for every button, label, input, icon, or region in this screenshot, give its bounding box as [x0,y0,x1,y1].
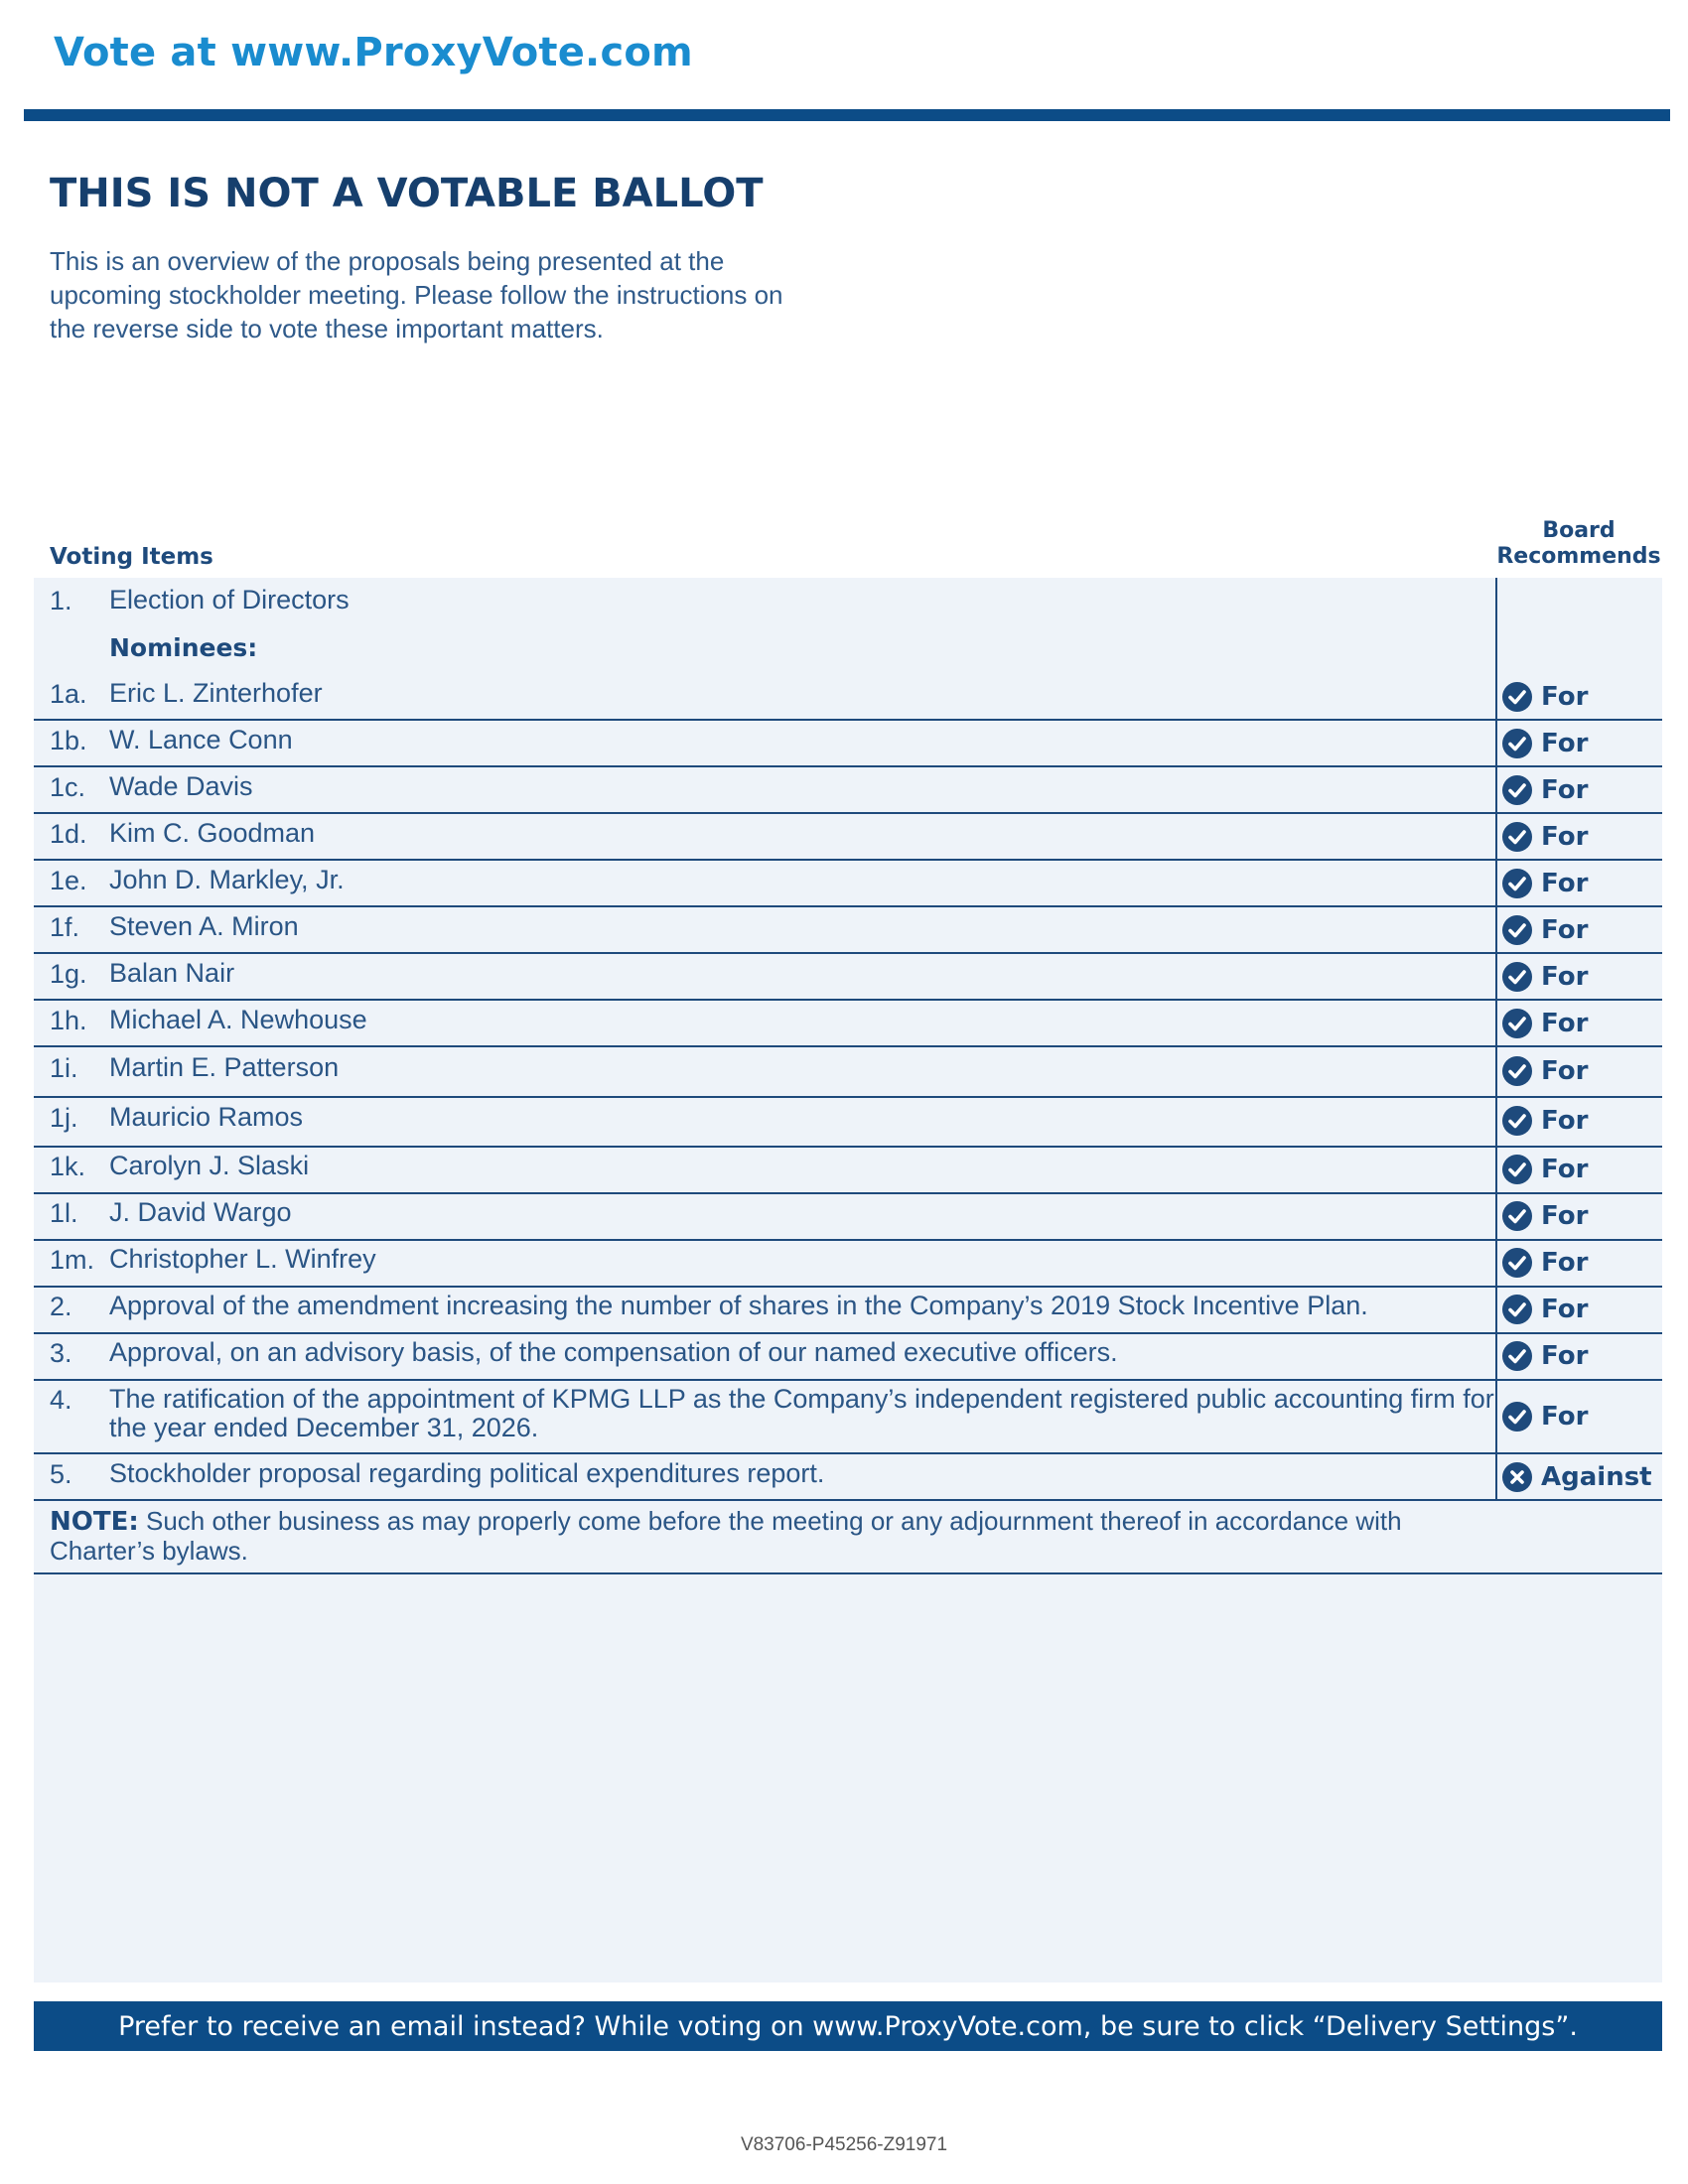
x-circle-icon [1501,1461,1533,1493]
item-number: 1b. [50,726,87,755]
recommendation [1501,866,1588,901]
item-label [109,1385,1509,1442]
recommendation-label: For [1541,822,1589,852]
note-line: Charter’s bylaws. [50,1536,248,1566]
recommendation [1501,1198,1588,1234]
item-number: 4. [50,1385,72,1415]
board-recommends-header [1489,518,1668,570]
delivery-settings-text: Prefer to receive an email instead? While voting on www.ProxyVote.com, be sure to click “Delivery Settings”. [118,2010,1578,2042]
proposal-row [34,1292,1662,1334]
recommendation-label: Against [1541,1462,1652,1492]
item-label-line: The ratification of the appointment of KPMG LLP as the Company’s independent registered public accounting firm for [109,1384,1494,1414]
page-title: THIS IS NOT A VOTABLE BALLOT [50,171,764,216]
item-label: Balan Nair [109,958,235,988]
nominees-heading-row [34,633,1662,667]
recommendation-label: For [1541,1341,1589,1371]
recommendation-label: For [1541,729,1589,758]
recommendation [1501,1245,1588,1281]
recommendation-label: For [1541,915,1589,945]
check-circle-icon [1501,1105,1533,1137]
item-label: Kim C. Goodman [109,818,316,848]
recommendation [1501,912,1588,948]
proposal-row [34,1385,1662,1454]
note-paragraph [50,1507,1479,1566]
nominee-row [34,772,1662,814]
recommendation [1501,1103,1588,1139]
item-label: Approval of the amendment increasing the number of shares in the Company’s 2019 Stock Incentive Plan. [109,1291,1368,1320]
nominee-row [34,1245,1662,1288]
item-number: 1h. [50,1006,87,1035]
recommendation [1501,726,1588,761]
recommendation-label: For [1541,1155,1589,1184]
item-label: Christopher L. Winfrey [109,1244,376,1274]
item-label: Stockholder proposal regarding political expenditures report. [109,1458,825,1488]
board-recommends-line2: Recommends [1496,544,1661,569]
nominee-row [34,1006,1662,1047]
recommendation [1501,1053,1588,1089]
recommendation-label: For [1541,869,1589,898]
item-number: 1. [50,586,72,615]
nominee-row [34,1103,1662,1148]
recommendation [1501,1399,1588,1434]
item-number: 1i. [50,1053,78,1083]
voting-items-header: Voting Items [50,544,213,570]
note-text: Such other business as may properly come before the meeting or any adjournment thereof in accordance with [138,1506,1402,1536]
item-label: Carolyn J. Slaski [109,1151,310,1180]
nominee-row [34,679,1662,721]
item-number: 1j. [50,1103,78,1133]
check-circle-icon [1501,914,1533,946]
check-circle-icon [1501,1154,1533,1185]
nominee-row [34,819,1662,861]
item-number: 1e. [50,866,87,895]
proposal-row-election [34,586,1662,619]
check-circle-icon [1501,1294,1533,1325]
recommendation [1501,1152,1588,1187]
check-circle-icon [1501,1340,1533,1372]
item-number: 1d. [50,819,87,849]
check-circle-icon [1501,1008,1533,1039]
recommendation-label: For [1541,1106,1589,1136]
recommendation-label: For [1541,1201,1589,1231]
item-label: Mauricio Ramos [109,1102,304,1132]
recommendation [1501,959,1588,995]
recommendation [1501,1292,1588,1327]
item-label: John D. Markley, Jr. [109,865,345,894]
item-number: 1c. [50,772,86,802]
nominees-label: Nominees: [109,633,258,662]
check-circle-icon [1501,868,1533,899]
check-circle-icon [1501,728,1533,759]
item-label-line: the year ended December 31, 2026. [109,1413,539,1442]
nominee-row [34,866,1662,907]
item-label: J. David Wargo [109,1197,292,1227]
delivery-settings-banner [34,2001,1662,2051]
recommendation-label: For [1541,962,1589,992]
item-number: 5. [50,1459,72,1489]
proposal-row [34,1459,1662,1501]
check-circle-icon [1501,1247,1533,1279]
check-circle-icon [1501,1055,1533,1087]
recommendation [1501,819,1588,855]
recommendation [1501,1006,1588,1041]
intro-line: This is an overview of the proposals being presented at the [50,246,725,276]
recommendation [1501,679,1588,715]
check-circle-icon [1501,681,1533,713]
item-label: Steven A. Miron [109,911,299,941]
nominee-row [34,912,1662,954]
note-rule [34,1572,1662,1574]
nominee-row [34,1198,1662,1241]
intro-line: the reverse side to vote these important matters. [50,314,604,343]
check-circle-icon [1501,821,1533,853]
board-recommends-line1: Board [1542,518,1616,543]
control-code: V83706-P45256-Z91971 [740,2134,948,2155]
intro-paragraph [50,244,844,345]
item-label: Michael A. Newhouse [109,1005,367,1034]
nominee-row [34,959,1662,1001]
nominee-row [34,726,1662,767]
item-number: 1g. [50,959,87,989]
item-number: 1m. [50,1245,95,1275]
intro-line: upcoming stockholder meeting. Please follow the instructions on [50,280,783,310]
check-circle-icon [1501,1200,1533,1232]
note-line [50,1507,1479,1537]
item-label: Wade Davis [109,771,253,801]
recommendation-label: For [1541,1056,1589,1086]
note-prefix: NOTE: [50,1507,139,1537]
proxyvote-link[interactable]: Vote at www.ProxyVote.com [54,30,693,75]
recommendation-label: For [1541,682,1589,712]
item-label: Approval, on an advisory basis, of the compensation of our named executive officers. [109,1337,1118,1367]
recommendation-label: For [1541,1402,1589,1432]
recommendation [1501,772,1588,808]
header-rule [24,109,1670,121]
item-number: 1f. [50,912,80,942]
nominee-row [34,1152,1662,1194]
check-circle-icon [1501,961,1533,993]
item-number: 2. [50,1292,72,1321]
recommendation [1501,1459,1652,1495]
item-label: Eric L. Zinterhofer [109,678,323,708]
recommendation-label: For [1541,1248,1589,1278]
item-label: Martin E. Patterson [109,1052,340,1082]
item-number: 3. [50,1338,72,1368]
recommendation-label: For [1541,775,1589,805]
item-label: W. Lance Conn [109,725,293,754]
item-number: 1l. [50,1198,78,1228]
item-number: 1a. [50,679,87,709]
recommendation-label: For [1541,1009,1589,1038]
nominee-row [34,1053,1662,1098]
check-circle-icon [1501,774,1533,806]
proposal-row [34,1338,1662,1381]
recommendation-label: For [1541,1295,1589,1324]
check-circle-icon [1501,1401,1533,1433]
item-number: 1k. [50,1152,86,1181]
recommendation [1501,1338,1588,1374]
item-label: Election of Directors [109,585,350,614]
